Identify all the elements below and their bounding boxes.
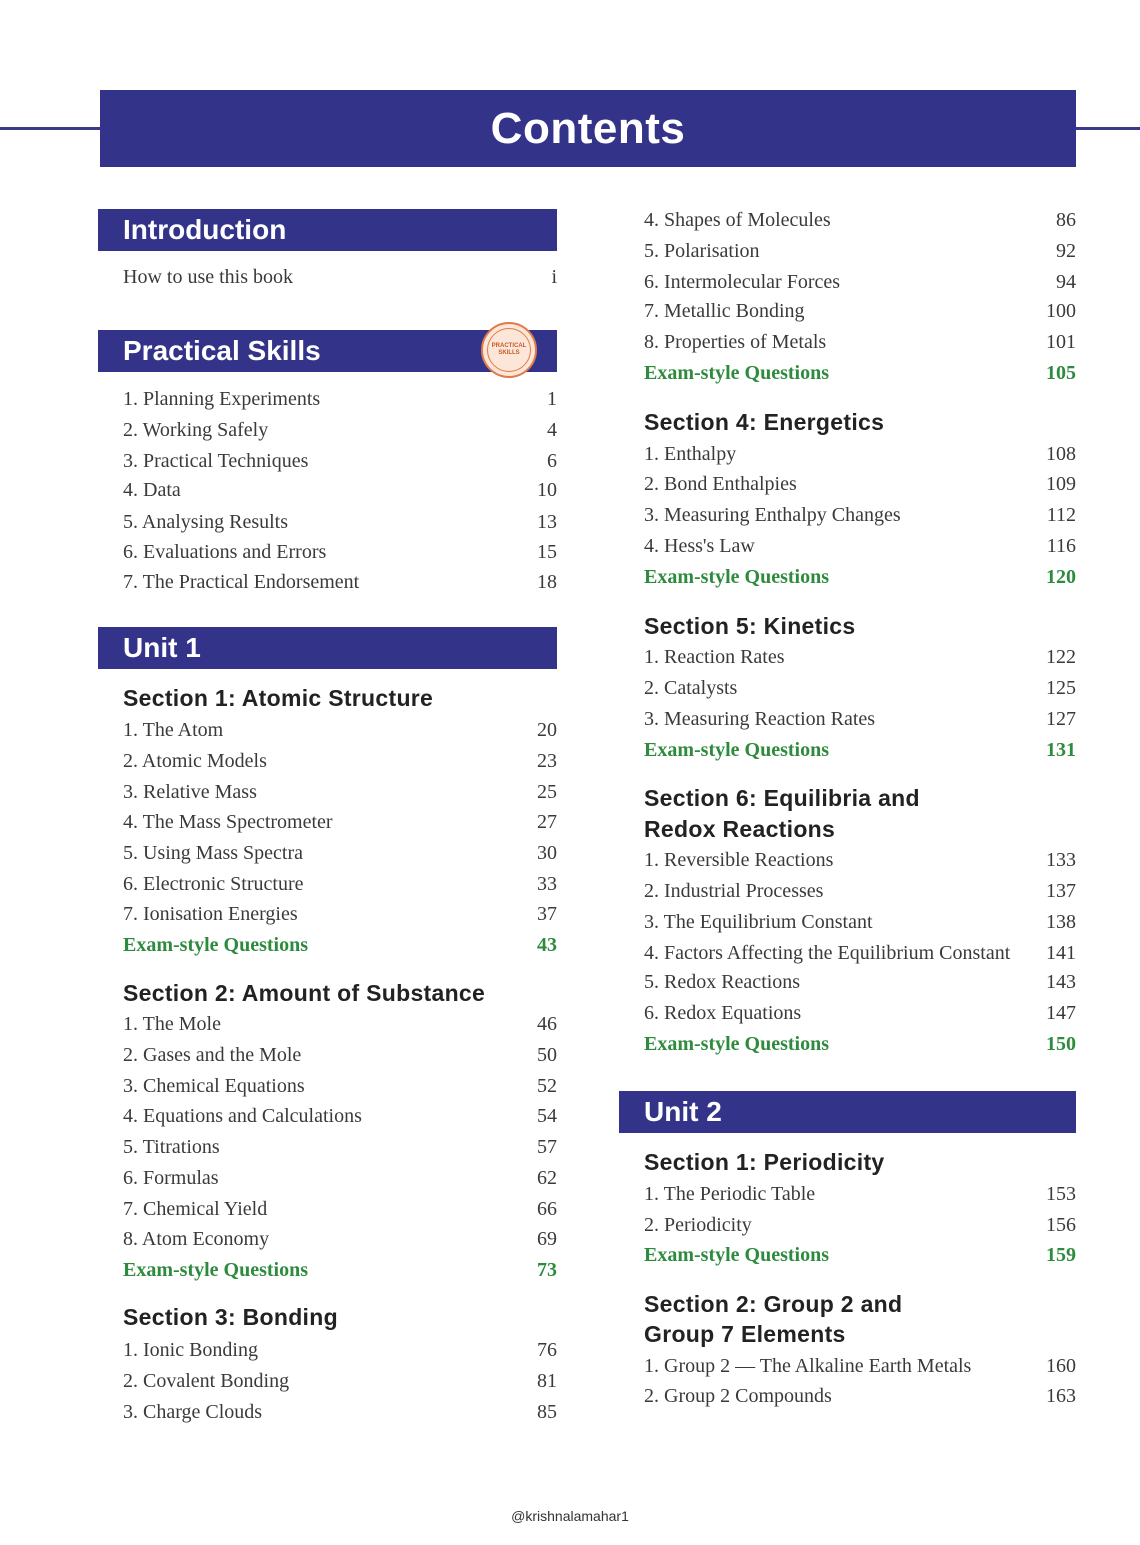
- toc-entry[interactable]: 7. Ionisation Energies 37: [123, 902, 557, 925]
- toc-entry[interactable]: 6. Electronic Structure 33: [123, 872, 557, 895]
- toc-entry[interactable]: 1. The Atom 20: [123, 718, 557, 741]
- toc-entry[interactable]: 8. Atom Economy 69: [123, 1227, 557, 1250]
- section-title: Section 5: Kinetics: [644, 613, 856, 639]
- toc-entry[interactable]: [123, 262, 557, 292]
- unit2-header-label: Unit 2: [644, 1096, 722, 1127]
- toc-entry[interactable]: 5. Analysing Results 13: [123, 510, 557, 533]
- toc-entry[interactable]: 4. Equations and Calculations 54: [123, 1104, 557, 1127]
- toc-entry[interactable]: 2. Group 2 Compounds 163: [644, 1384, 1076, 1407]
- practical-skills-header-label: Practical Skills: [123, 335, 321, 366]
- watermark-handle: @krishnalamahar1: [511, 1508, 629, 1524]
- toc-entry[interactable]: 2. Industrial Processes 137: [644, 879, 1076, 902]
- introduction-header-label: Introduction: [123, 214, 287, 245]
- toc-entry[interactable]: 2. Atomic Models 23: [123, 749, 557, 772]
- toc-entry[interactable]: 3. Charge Clouds 85: [123, 1400, 557, 1423]
- toc-entry[interactable]: 2. Bond Enthalpies 109: [644, 472, 1076, 495]
- toc-entry[interactable]: 7. The Practical Endorsement 18: [123, 570, 557, 593]
- toc-entry[interactable]: 1. Planning Experiments 1: [123, 387, 557, 410]
- section-title: Section 3: Bonding: [123, 1304, 338, 1330]
- toc-entry[interactable]: 3. The Equilibrium Constant 138: [644, 910, 1076, 933]
- toc-entry[interactable]: 4. Data 10: [123, 478, 557, 501]
- toc-entry[interactable]: 1. Ionic Bonding 76: [123, 1338, 557, 1361]
- toc-entry[interactable]: 2. Gases and the Mole 50: [123, 1043, 557, 1066]
- toc-entry-exam[interactable]: Exam-style Questions 120: [644, 565, 1076, 588]
- unit2-header: [619, 1091, 1076, 1133]
- practical-skills-header: [98, 330, 557, 372]
- toc-entry[interactable]: 2. Working Safely 4: [123, 418, 557, 441]
- toc-entry[interactable]: 7. Chemical Yield 66: [123, 1197, 557, 1220]
- toc-entry-exam[interactable]: Exam-style Questions 159: [644, 1243, 1076, 1266]
- toc-entry[interactable]: 5. Redox Reactions 143: [644, 970, 1076, 993]
- toc-entry[interactable]: 2. Periodicity 156: [644, 1213, 1076, 1236]
- toc-entry[interactable]: 3. Chemical Equations 52: [123, 1074, 557, 1097]
- toc-entry[interactable]: 6. Redox Equations 147: [644, 1001, 1076, 1024]
- section-title: Section 1: Periodicity: [644, 1149, 885, 1175]
- section-title: Section 2: Amount of Substance: [123, 980, 486, 1006]
- toc-entry[interactable]: 1. Reversible Reactions 133: [644, 848, 1076, 871]
- title-banner: [100, 90, 1076, 167]
- toc-entry[interactable]: 5. Titrations 57: [123, 1135, 557, 1158]
- toc-entry-exam[interactable]: Exam-style Questions 105: [644, 361, 1076, 384]
- section-title: Section 6: Equilibria and: [644, 785, 920, 811]
- toc-entry-exam[interactable]: Exam-style Questions 150: [644, 1032, 1076, 1055]
- toc-entry[interactable]: 1. The Periodic Table 153: [644, 1182, 1076, 1205]
- toc-entry[interactable]: 1. Enthalpy 108: [644, 442, 1076, 465]
- toc-entry[interactable]: 2. Catalysts 125: [644, 676, 1076, 699]
- toc-entry-exam[interactable]: Exam-style Questions 73: [123, 1258, 557, 1281]
- introduction-header: [98, 209, 557, 251]
- page-title: Contents: [490, 103, 686, 153]
- toc-entry[interactable]: 5. Polarisation 92: [644, 239, 1076, 262]
- toc-entry[interactable]: 1. The Mole 46: [123, 1012, 557, 1035]
- toc-entry[interactable]: 6. Intermolecular Forces 94: [644, 270, 1076, 293]
- section-title: Section 1: Atomic Structure: [123, 685, 434, 711]
- toc-entry[interactable]: 3. Practical Techniques 6: [123, 449, 557, 472]
- section-title: Section 4: Energetics: [644, 409, 885, 435]
- toc-entry[interactable]: 1. Group 2 — The Alkaline Earth Metals 160: [644, 1354, 1076, 1377]
- section-title-continued: Group 7 Elements: [644, 1321, 846, 1347]
- section-title-continued: Redox Reactions: [644, 816, 836, 842]
- toc-entry[interactable]: 3. Relative Mass 25: [123, 780, 557, 803]
- toc-entry[interactable]: 6. Formulas 62: [123, 1166, 557, 1189]
- toc-entry[interactable]: 4. Factors Affecting the Equilibrium Constant 141: [644, 941, 1076, 964]
- toc-entry[interactable]: 7. Metallic Bonding 100: [644, 299, 1076, 322]
- toc-entry[interactable]: 6. Evaluations and Errors 15: [123, 540, 557, 563]
- toc-entry[interactable]: 3. Measuring Enthalpy Changes 112: [644, 503, 1076, 526]
- toc-entry[interactable]: 1. Reaction Rates 122: [644, 645, 1076, 668]
- toc-entry[interactable]: 3. Measuring Reaction Rates 127: [644, 707, 1076, 730]
- toc-entry[interactable]: 4. Shapes of Molecules 86: [644, 208, 1076, 231]
- toc-entry[interactable]: 8. Properties of Metals 101: [644, 330, 1076, 353]
- unit1-header-label: Unit 1: [123, 632, 201, 663]
- toc-entry-label: How to use this book: [123, 265, 293, 288]
- unit1-header: [98, 627, 557, 669]
- practical-skills-badge-icon: PRACTICAL SKILLS: [481, 322, 537, 378]
- toc-entry[interactable]: 2. Covalent Bonding 81: [123, 1369, 557, 1392]
- section-title: Section 2: Group 2 and: [644, 1291, 903, 1317]
- toc-entry-exam[interactable]: Exam-style Questions 131: [644, 738, 1076, 761]
- toc-entry[interactable]: 4. The Mass Spectrometer 27: [123, 810, 557, 833]
- toc-entry-page: i: [551, 265, 557, 288]
- toc-entry[interactable]: 5. Using Mass Spectra 30: [123, 841, 557, 864]
- toc-entry-exam[interactable]: Exam-style Questions 43: [123, 933, 557, 956]
- toc-entry[interactable]: 4. Hess's Law 116: [644, 534, 1076, 557]
